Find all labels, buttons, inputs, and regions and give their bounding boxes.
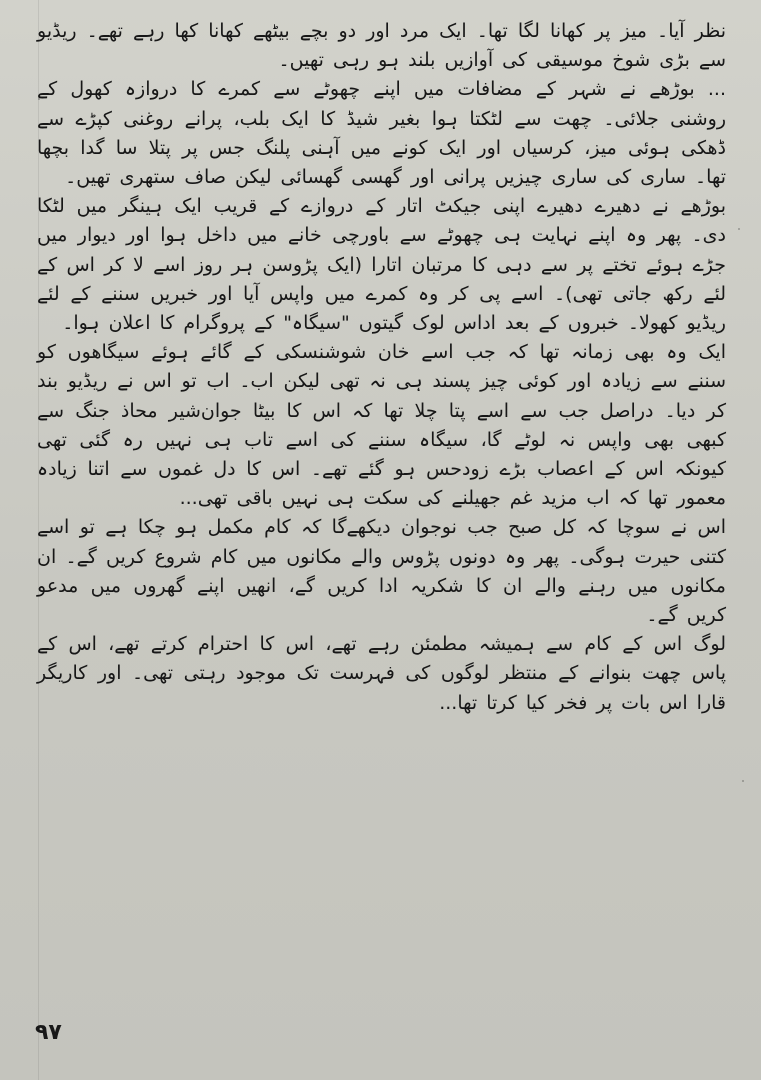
- urdu-text-block: [37, 17, 726, 718]
- paper-speck: [742, 780, 744, 782]
- paragraph-1: نظر آیا۔ میز پر کھانا لگا تھا۔ ایک مرد اور دو بچے بیٹھے کھانا کھا رہے تھے۔ ریڈیو سے بڑی شوخ موسیقی کی آوازیں بلند ہو رہی تھیں۔: [37, 20, 726, 72]
- paragraph-4: ایک وہ بھی زمانہ تھا کہ جب اسے خان شوشنسکی کے گائے ہوئے سیگاھوں کو سننے سے زیادہ اور کوئی چیز پسند ہی نہ تھی لیکن اب۔ اب تو اس نے ریڈیو بند کر دیا۔ دراصل جب سے اسے پتا چلا تھا کہ اس کا بیٹا جوان‌شیر محاذ جنگ سے کبھی بھی واپس نہ لوٹے گا، سیگاہ سننے کی اسے تاب ہی نہیں رہ گئی تھی کیونکہ اس کے اعصاب بڑے زودحس ہو گئے تھے۔ اس کا دل غموں سے اتنا زیادہ معمور تھا کہ اب مزید غم جھیلنے کی سکت ہی نہیں باقی تھی...: [37, 341, 726, 510]
- paragraph-6: لوگ اس کے کام سے ہمیشہ مطمئن رہے تھے، اس کا احترام کرتے تھے، اس کے پاس چھت بنوانے کے منتظر لوگوں کی فہرست تک موجود رہتی تھی۔ اور کاریگر قارا اس بات پر فخر کیا کرتا تھا...: [37, 633, 726, 714]
- paragraph-2: ... بوڑھے نے شہر کے مضافات میں اپنے چھوٹے سے کمرے کا دروازہ کھول کے روشنی جلائی۔ چھت سے لٹکتا ہوا بغیر شیڈ کا ایک بلب، پرانے روغنی کپڑے سے ڈھکی ہوئی میز، کرسیاں اور ایک کونے میں آہنی پلنگ جس پر پتلا سا گدا بچھا تھا۔ ساری کی ساری چیزیں پرانی اور گھسی گھسائی لیکن صاف ستھری تھیں۔: [37, 78, 726, 189]
- paragraph-3: بوڑھے نے دھیرے دھیرے اپنی جیکٹ اتار کے دروازے کے قریب ایک ہینگر میں لٹکا دی۔ پھر وہ اپنے نہایت ہی چھوٹے سے باورچی خانے میں داخل ہوا اور دیوار میں جڑے ہوئے تختے پر سے دہی کا مرتبان اتارا (ایک پڑوسن ہر روز اسے لا کر اس کے لئے رکھ جاتی تھی)۔ اسے پی کر وہ کمرے میں واپس آیا اور خبریں سننے کے لئے ریڈیو کھولا۔ خبروں کے بعد اداس لوک گیتوں "سیگاہ" کے پروگرام کا اعلان ہوا۔: [37, 195, 726, 335]
- paper-speck: [738, 228, 740, 230]
- page-number: ۹۷: [35, 1020, 62, 1045]
- paper-speck: [38, 98, 40, 100]
- paragraph-5: اس نے سوچا کہ کل صبح جب نوجوان دیکھےگا کہ کام مکمل ہو چکا ہے تو اسے کتنی حیرت ہوگی۔ پھر وہ دونوں پڑوس والے مکانوں میں کام شروع کریں گے۔ ان مکانوں میں رہنے والے ان کا شکریہ ادا کریں گے، انھیں اپنے گھروں میں مدعو کریں گے۔: [37, 516, 726, 627]
